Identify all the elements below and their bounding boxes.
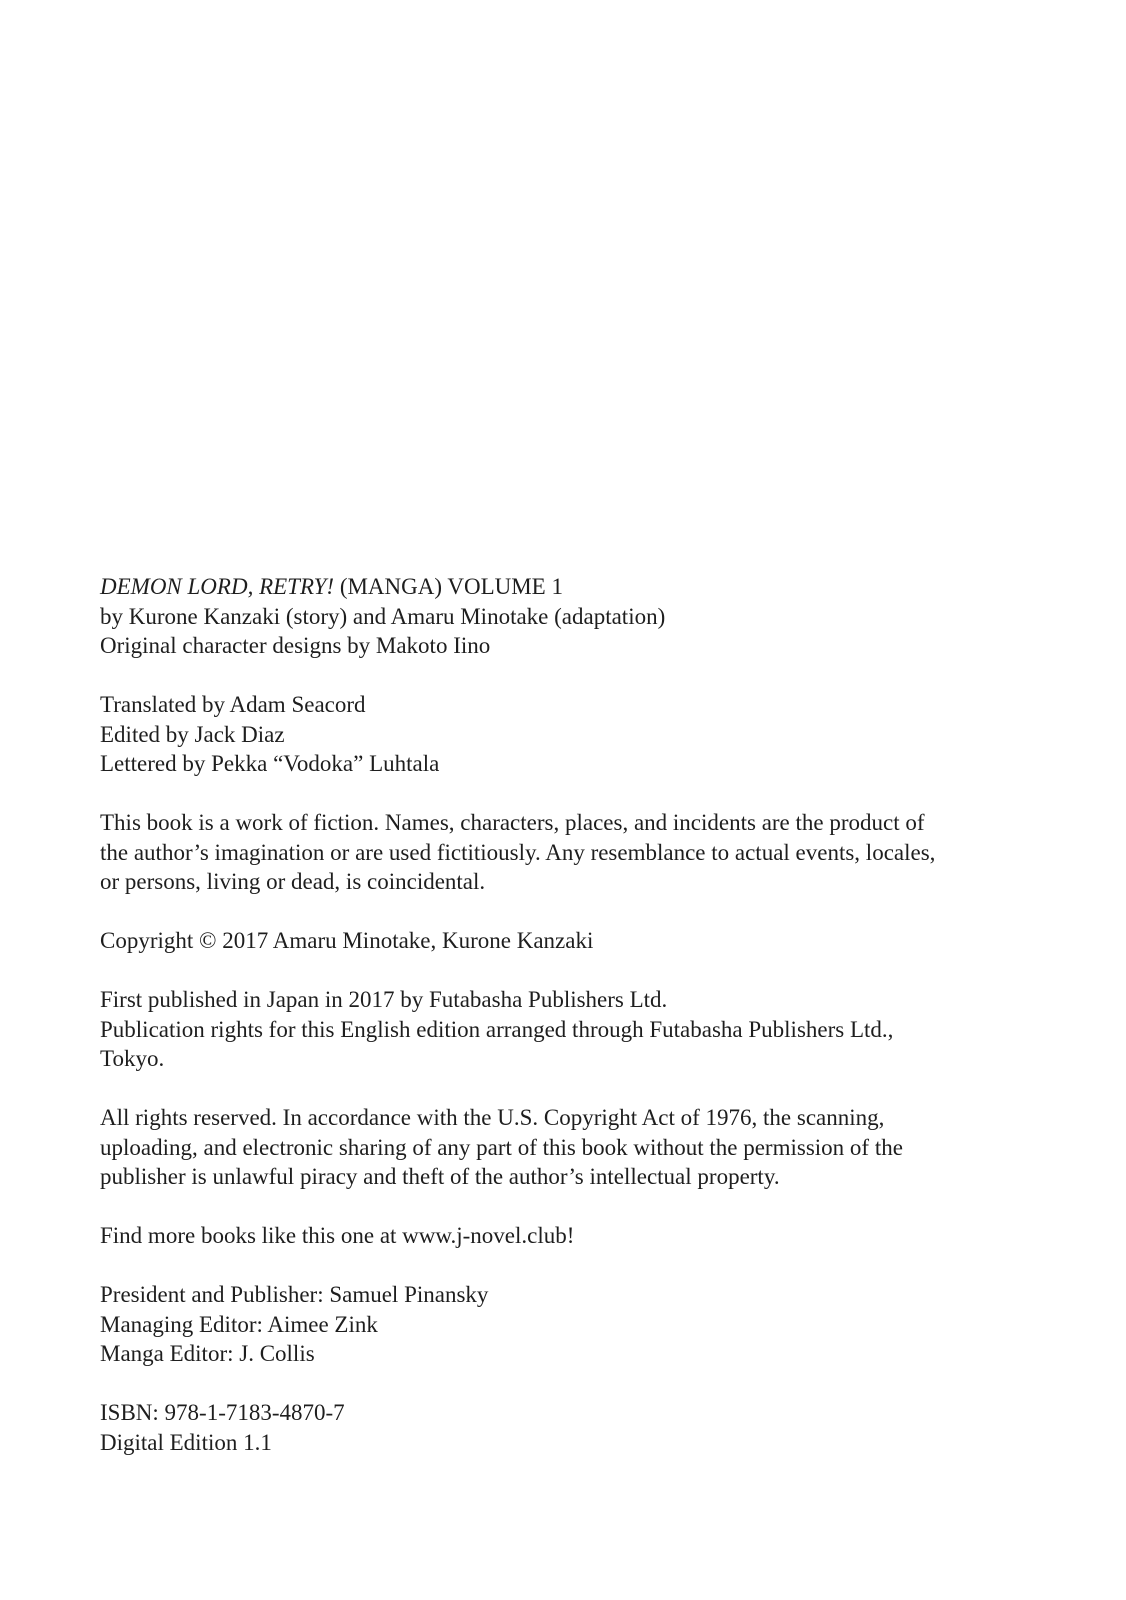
staff-paragraph <box>100 690 1060 779</box>
managing-editor-line: Managing Editor: Aimee Zink <box>100 1311 378 1337</box>
publication-paragraph <box>100 985 1060 1074</box>
authors-line: by Kurone Kanzaki (story) and Amaru Minotake (adaptation) <box>100 603 666 629</box>
publisher-staff-paragraph <box>100 1280 1060 1369</box>
edition-paragraph <box>100 1398 1060 1457</box>
disclaimer-line: This book is a work of fiction. Names, characters, places, and incidents are the product of <box>100 810 925 835</box>
editor-line: Edited by Jack Diaz <box>100 721 285 747</box>
rights-line: All rights reserved. In accordance with the U.S. Copyright Act of 1976, the scanning, <box>100 1105 885 1130</box>
credits-paragraph <box>100 572 1060 661</box>
book-volume: (MANGA) VOLUME 1 <box>334 574 563 599</box>
manga-editor-line: Manga Editor: J. Collis <box>100 1341 315 1366</box>
rights-paragraph <box>100 1103 1060 1192</box>
designs-line: Original character designs by Makoto Iino <box>100 633 491 658</box>
publication-line: First published in Japan in 2017 by Futabasha Publishers Ltd. <box>100 987 668 1012</box>
rights-line: uploading, and electronic sharing of any part of this book without the permission of the <box>100 1134 903 1160</box>
publication-line: Publication rights for this English edition arranged through Futabasha Publishers Ltd., <box>100 1016 894 1042</box>
promo-line: Find more books like this one at www.j-novel.club! <box>100 1223 575 1248</box>
translator-line: Translated by Adam Seacord <box>100 692 366 717</box>
book-title: DEMON LORD, RETRY! <box>100 574 335 599</box>
book-title-line <box>100 572 1060 602</box>
copyright-block <box>100 572 1060 1457</box>
copyright-line: Copyright © 2017 Amaru Minotake, Kurone Kanzaki <box>100 928 594 953</box>
letterer-line: Lettered by Pekka “Vodoka” Luhtala <box>100 751 440 776</box>
isbn-line: ISBN: 978-1-7183-4870-7 <box>100 1400 345 1425</box>
copyright-paragraph <box>100 926 1060 956</box>
rights-line: publisher is unlawful piracy and theft of the author’s intellectual property. <box>100 1164 780 1189</box>
disclaimer-line: the author’s imagination or are used fictitiously. Any resemblance to actual events, locales, <box>100 839 936 865</box>
digital-edition-line: Digital Edition 1.1 <box>100 1429 272 1455</box>
publication-line: Tokyo. <box>100 1046 165 1071</box>
president-line: President and Publisher: Samuel Pinansky <box>100 1282 489 1307</box>
promo-paragraph <box>100 1221 1060 1251</box>
disclaimer-line: or persons, living or dead, is coincidental. <box>100 869 486 894</box>
disclaimer-paragraph <box>100 808 1060 897</box>
